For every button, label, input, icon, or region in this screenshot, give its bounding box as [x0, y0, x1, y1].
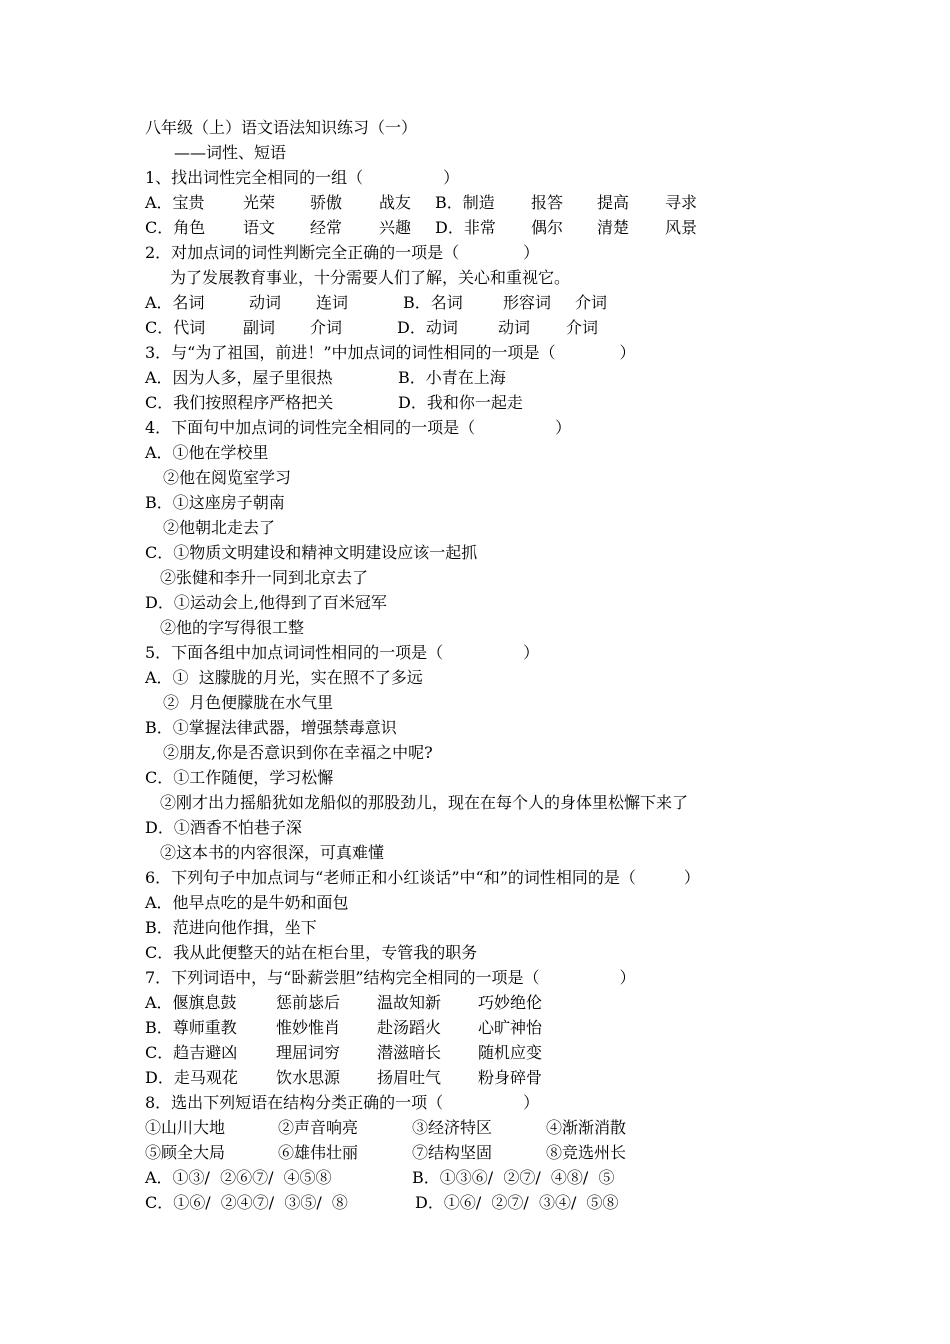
q1-option-d-word-2: 偶尔	[531, 218, 564, 237]
q1-option-c-word-2: 语文	[243, 218, 276, 237]
question-2-options-cd	[145, 315, 599, 340]
q5-option-d-line-1: D．①酒香不怕巷子深	[145, 818, 302, 837]
q4-option-c-line-2: ②张健和李升一同到北京去了	[160, 568, 369, 587]
q5-option-b-line-2: ②朋友,你是否意识到你在幸福之中呢?	[163, 743, 433, 762]
q5-option-a-line-2: ② 月色便朦胧在水气里	[163, 693, 334, 712]
q7-option-b-word-4: 心旷神怡	[478, 1018, 543, 1037]
question-1-options-ab	[145, 190, 698, 215]
q5-option-c-line-2: ②刚才出力摇船犹如龙船似的那股劲儿，现在在每个人的身体里松懈下来了	[160, 793, 689, 812]
q7-option-c-word-3: 潜滋暗长	[377, 1043, 442, 1062]
page-subtitle: ——词性、短语	[174, 143, 287, 162]
q1-option-c-word-1: C．角色	[145, 218, 206, 237]
q4-option-d-line-2: ②他的字写得很工整	[160, 618, 305, 637]
question-7-stem: 7．下列词语中，与“卧薪尝胆”结构完全相同的一项是（ ）	[145, 968, 636, 987]
q1-option-d-word-4: 风景	[665, 218, 698, 237]
q3-option-c: C．我们按照程序严格把关	[145, 393, 334, 412]
q8-phrase-2: ②声音响亮	[278, 1118, 359, 1137]
q8-phrase-8: ⑧竞选州长	[546, 1143, 627, 1162]
question-3-options-ab	[145, 365, 506, 390]
question-3-stem: 3．与“为了祖国，前进！”中加点词的词性相同的一项是（ ）	[145, 343, 636, 362]
q5-option-c-line-1: C．①工作随便，学习松懈	[145, 768, 334, 787]
q7-option-c-word-2: 理屈词穷	[276, 1043, 341, 1062]
q5-option-d-line-2: ②这本书的内容很深，可真难懂	[160, 843, 385, 862]
q8-options-ab	[145, 1165, 615, 1190]
question-2-sentence: 为了发展教育事业，十分需要人们了解，关心和重视它。	[170, 268, 571, 287]
q2-option-a-word-2: 动词	[249, 293, 282, 312]
q6-option-a: A．他早点吃的是牛奶和面包	[145, 893, 349, 912]
q7-option-a	[145, 990, 543, 1015]
q7-option-d-word-3: 扬眉吐气	[377, 1068, 442, 1087]
q8-phrase-1: ①山川大地	[145, 1118, 226, 1137]
q4-option-b-line-1: B．①这座房子朝南	[145, 493, 285, 512]
question-5-stem: 5．下面各组中加点词词性相同的一项是（ ）	[145, 643, 540, 662]
q7-option-d	[145, 1065, 543, 1090]
question-2-options-ab	[145, 290, 608, 315]
question-6-stem: 6．下列句子中加点词与“老师正和小红谈话”中“和”的词性相同的是（ ）	[145, 868, 700, 887]
q1-option-c-word-3: 经常	[310, 218, 343, 237]
q8-phrase-7: ⑦结构坚固	[412, 1143, 493, 1162]
q7-option-b	[145, 1015, 543, 1040]
q7-option-d-word-4: 粉身碎骨	[478, 1068, 543, 1087]
q4-option-a-line-2: ②他在阅览室学习	[163, 468, 292, 487]
q2-option-d-word-3: 介词	[566, 318, 599, 337]
q1-option-a-word-2: 光荣	[243, 193, 276, 212]
q1-option-a-word-1: A．宝贵	[145, 193, 205, 212]
q8-option-d: D．①⑥/ ②⑦/ ③④/ ⑤⑧	[415, 1193, 619, 1212]
q8-options-cd	[145, 1190, 619, 1215]
q3-option-a: A．因为人多，屋子里很热	[145, 368, 333, 387]
q7-option-a-word-1: A．偃旗息鼓	[145, 993, 237, 1012]
question-2-stem: 2．对加点词的词性判断完全正确的一项是（ ）	[145, 243, 540, 262]
q1-option-b-word-1: B．制造	[435, 193, 495, 212]
q7-option-a-word-3: 温故知新	[377, 993, 442, 1012]
q1-option-b-word-4: 寻求	[665, 193, 698, 212]
q7-option-a-word-2: 惩前毖后	[276, 993, 341, 1012]
q1-option-d-word-1: D．非常	[435, 218, 496, 237]
q4-option-a-line-1: A．①他在学校里	[145, 443, 269, 462]
q7-option-d-word-2: 饮水思源	[276, 1068, 341, 1087]
question-4-stem: 4．下面句中加点词的词性完全相同的一项是（ ）	[145, 418, 572, 437]
q8-option-c: C．①⑥/ ②④⑦/ ③⑤/ ⑧	[145, 1193, 348, 1212]
q6-option-c: C．我从此便整天的站在柜台里，专管我的职务	[145, 943, 478, 962]
q2-option-a-word-3: 连词	[316, 293, 349, 312]
q1-option-a-word-4: 战友	[379, 193, 412, 212]
q8-phrase-row-1	[145, 1115, 627, 1140]
q2-option-d-word-2: 动词	[498, 318, 531, 337]
q2-option-c-word-2: 副词	[243, 318, 276, 337]
question-8-stem: 8．选出下列短语在结构分类正确的一项（ ）	[145, 1093, 540, 1112]
q2-option-b-word-3: 介词	[575, 293, 608, 312]
q7-option-c-word-1: C．趋吉避凶	[145, 1043, 238, 1062]
q8-phrase-6: ⑥雄伟壮丽	[278, 1143, 359, 1162]
question-1-stem: 1、找出词性完全相同的一组（ ）	[145, 168, 460, 187]
q4-option-d-line-1: D．①运动会上,他得到了百米冠军	[145, 593, 387, 612]
q7-option-c	[145, 1040, 543, 1065]
q3-option-d: D．我和你一起走	[398, 393, 523, 412]
q7-option-d-word-1: D．走马观花	[145, 1068, 238, 1087]
q2-option-b-word-2: 形容词	[503, 293, 552, 312]
page-title: 八年级（上）语文语法知识练习（一）	[145, 118, 418, 137]
q1-option-a-word-3: 骄傲	[310, 193, 343, 212]
q8-option-b: B．①③⑥/ ②⑦/ ④⑧/ ⑤	[412, 1168, 615, 1187]
q7-option-c-word-4: 随机应变	[478, 1043, 543, 1062]
q3-option-b: B．小青在上海	[398, 368, 506, 387]
q8-phrase-row-2	[145, 1140, 627, 1165]
q8-phrase-5: ⑤顾全大局	[145, 1143, 226, 1162]
q7-option-a-word-4: 巧妙绝伦	[478, 993, 543, 1012]
q2-option-a-word-1: A．名词	[145, 293, 205, 312]
q6-option-b: B．范进向他作揖，坐下	[145, 918, 317, 937]
q1-option-c-word-4: 兴趣	[379, 218, 412, 237]
question-3-options-cd	[145, 390, 523, 415]
q1-option-b-word-3: 提高	[597, 193, 630, 212]
q2-option-c-word-3: 介词	[310, 318, 343, 337]
q8-phrase-3: ③经济特区	[412, 1118, 493, 1137]
question-1-options-cd	[145, 215, 698, 240]
q1-option-d-word-3: 清楚	[597, 218, 630, 237]
q4-option-c-line-1: C．①物质文明建设和精神文明建设应该一起抓	[145, 543, 478, 562]
q5-option-a-line-1: A．① 这朦胧的月光，实在照不了多远	[145, 668, 423, 687]
q7-option-b-word-1: B．尊师重教	[145, 1018, 237, 1037]
q2-option-b-word-1: B．名词	[403, 293, 463, 312]
q1-option-b-word-2: 报答	[531, 193, 564, 212]
q2-option-d-word-1: D．动词	[397, 318, 458, 337]
q8-phrase-4: ④渐渐消散	[546, 1118, 627, 1137]
q7-option-b-word-2: 惟妙惟肖	[276, 1018, 341, 1037]
q2-option-c-word-1: C．代词	[145, 318, 206, 337]
q4-option-b-line-2: ②他朝北走去了	[163, 518, 276, 537]
q7-option-b-word-3: 赴汤蹈火	[377, 1018, 442, 1037]
q8-option-a: A．①③/ ②⑥⑦/ ④⑤⑧	[145, 1168, 332, 1187]
q5-option-b-line-1: B．①掌握法律武器，增强禁毒意识	[145, 718, 397, 737]
